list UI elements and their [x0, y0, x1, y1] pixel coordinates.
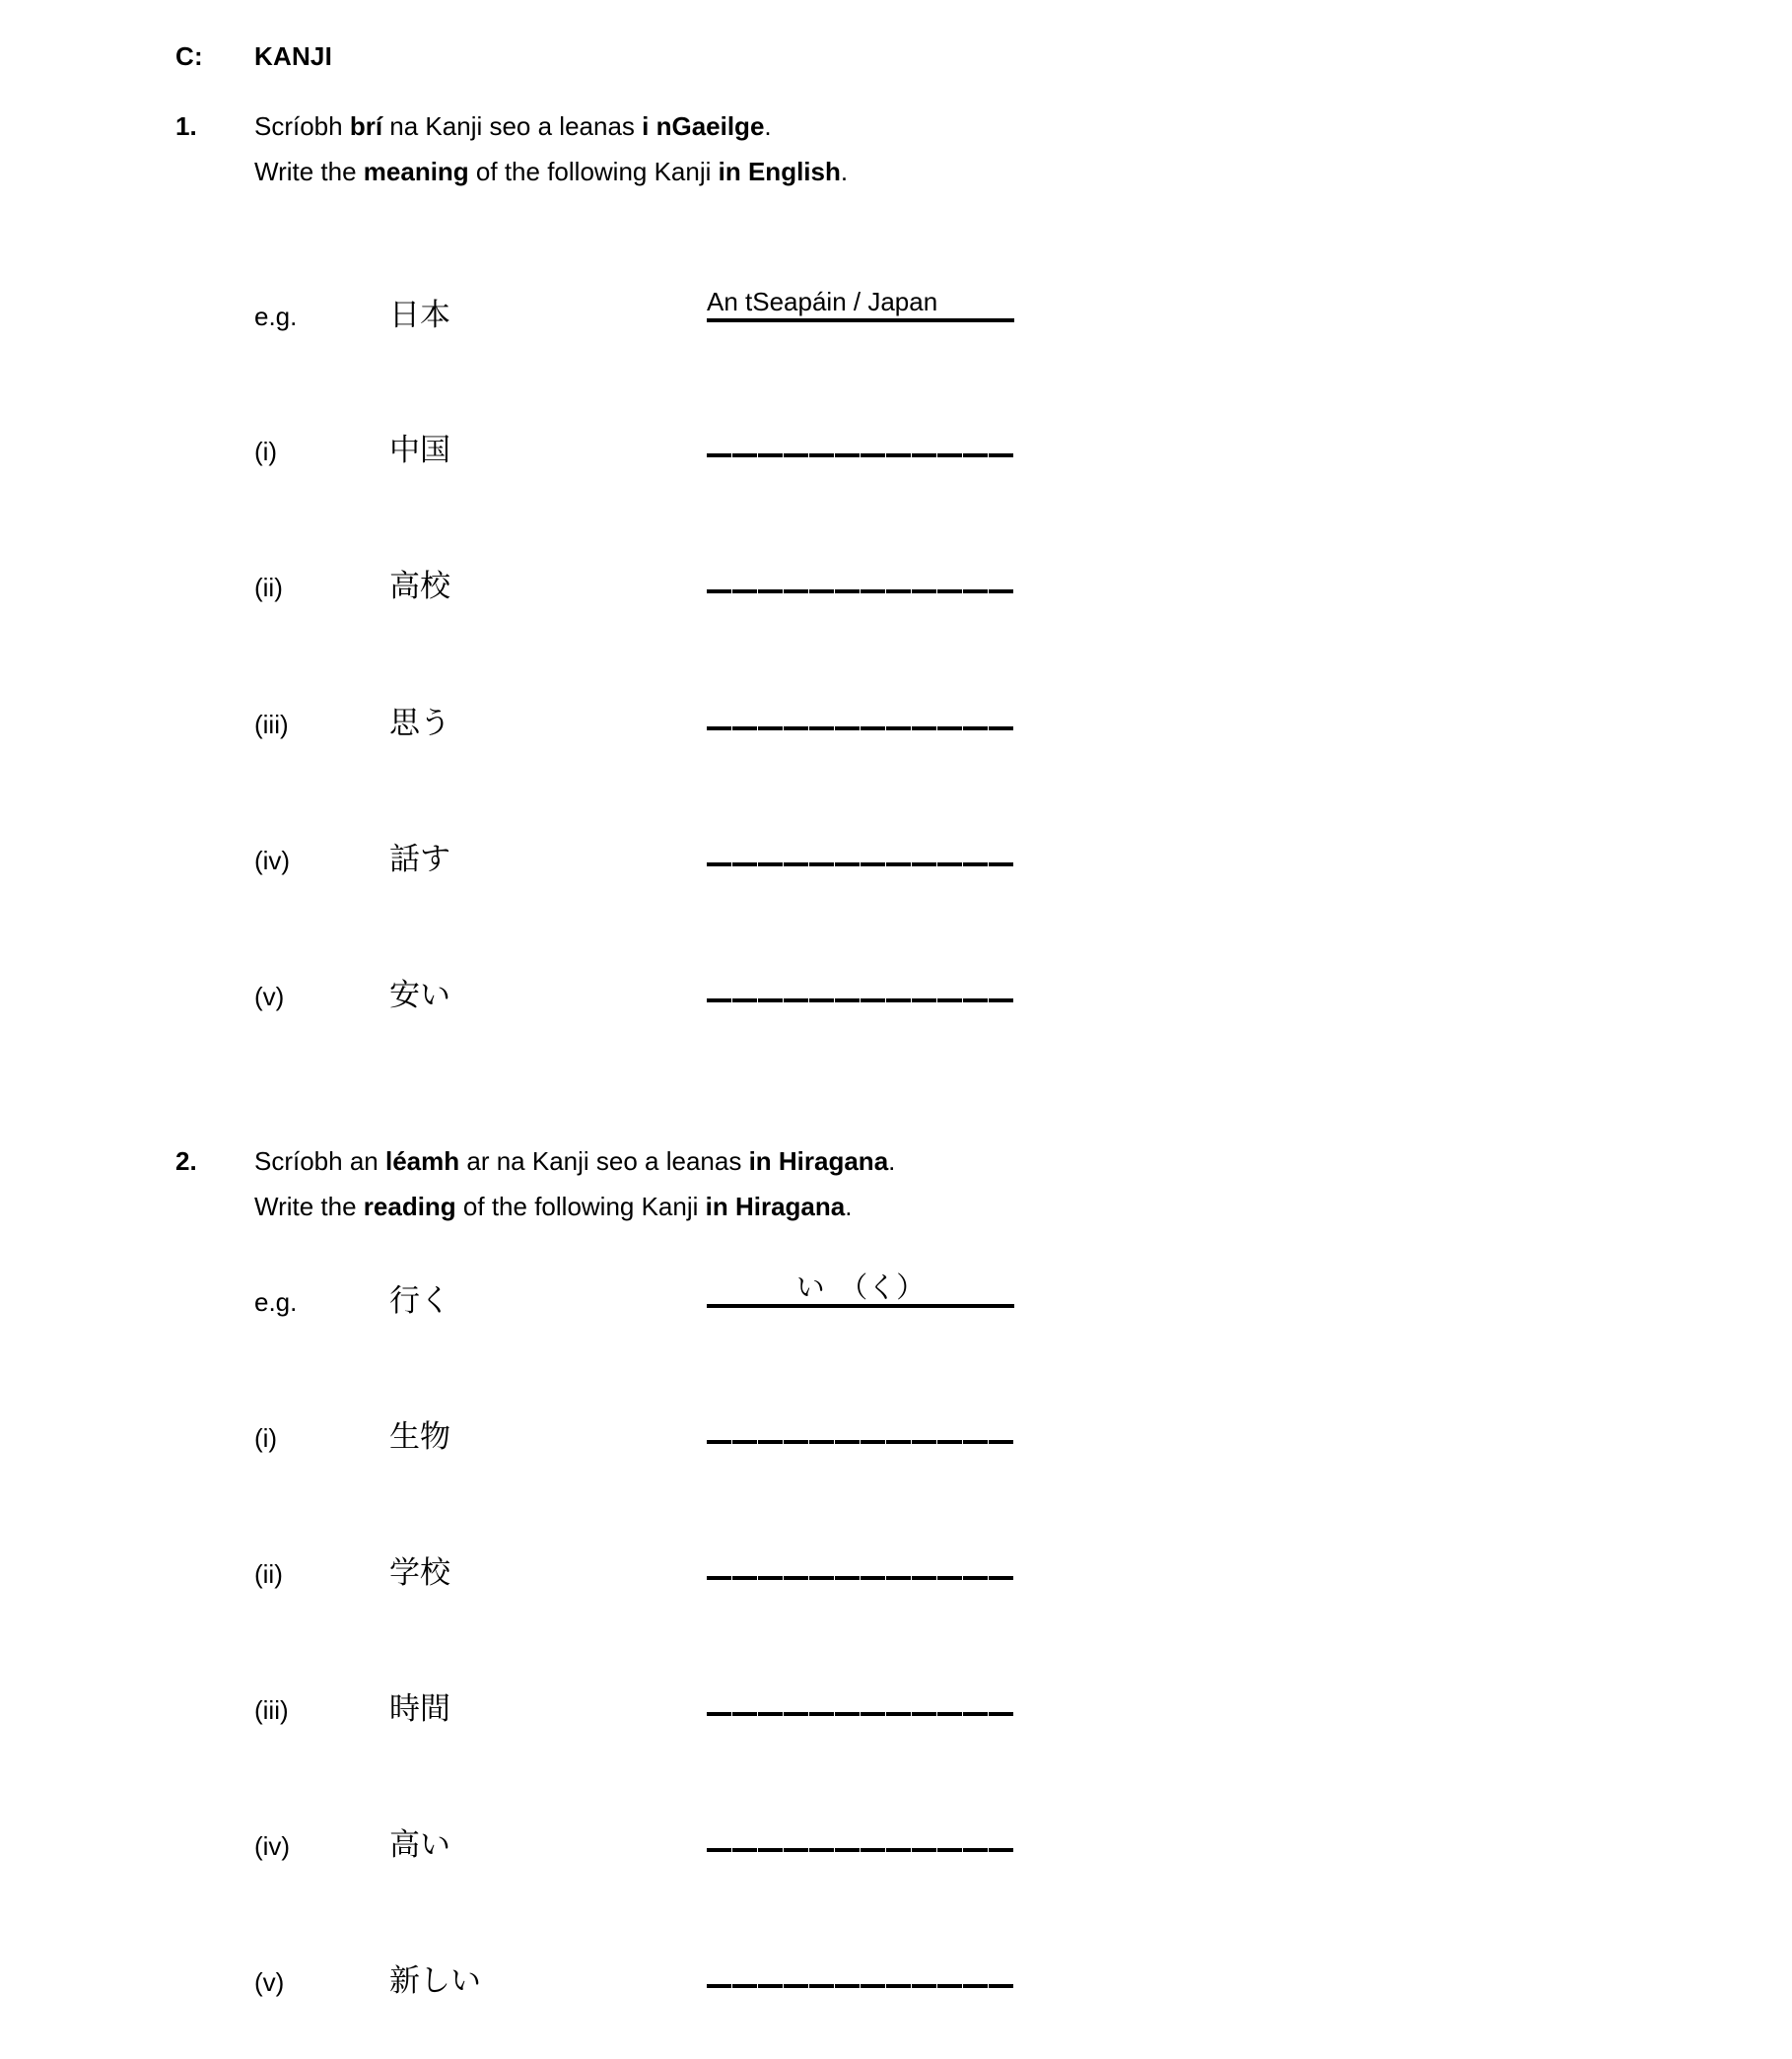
q1-item-iv	[254, 810, 1014, 877]
item-kanji: 新しい	[389, 1963, 481, 1999]
question-2-english-line	[254, 1184, 895, 1229]
q2-en-pre: Write the	[254, 1192, 364, 1221]
q2-item-iv	[254, 1796, 1014, 1863]
q2-item-i	[254, 1388, 1014, 1455]
item-kanji: 高い	[389, 1827, 450, 1863]
item-kanji: 安い	[389, 978, 450, 1013]
q2-ga-bold-1: léamh	[384, 1146, 460, 1176]
answer-slot[interactable]	[707, 401, 1014, 460]
question-2-number: 2.	[175, 1146, 197, 1176]
item-kanji: 行く	[389, 1283, 450, 1319]
section-title: KANJI	[254, 41, 333, 71]
answer-rule	[707, 318, 1014, 322]
q1-item-example	[254, 266, 1014, 333]
item-kanji: 学校	[389, 1555, 450, 1591]
answer-rule	[707, 453, 1014, 457]
item-label: (i)	[254, 1423, 278, 1453]
q2-item-ii	[254, 1524, 1014, 1591]
answer-text: An tSeapáin / Japan	[707, 287, 938, 316]
item-kanji: 生物	[389, 1419, 450, 1455]
item-label: (v)	[254, 982, 285, 1011]
item-label: (i)	[254, 437, 278, 466]
answer-slot[interactable]	[707, 1932, 1014, 1991]
question-1	[175, 103, 848, 194]
answer-slot[interactable]	[707, 810, 1014, 869]
q1-ga-pre: Scríobh	[254, 111, 350, 141]
answer-rule	[707, 1984, 1014, 1988]
item-label: (iii)	[254, 710, 289, 739]
answer-rule	[707, 862, 1014, 866]
q2-item-iii	[254, 1660, 1014, 1727]
answer-slot[interactable]	[707, 1524, 1014, 1583]
question-2	[175, 1138, 895, 1229]
answer-slot[interactable]	[707, 674, 1014, 733]
answer-text: い （く）	[795, 1270, 926, 1304]
answer-rule	[707, 1848, 1014, 1852]
section-heading	[175, 41, 332, 72]
answer-rule	[707, 998, 1014, 1002]
item-kanji: 話す	[389, 842, 450, 877]
q1-ga-bold-1: brí	[349, 111, 383, 141]
item-label: (iv)	[254, 1831, 291, 1861]
q1-item-i	[254, 401, 1014, 468]
q1-item-iii	[254, 674, 1014, 741]
answer-rule	[707, 1712, 1014, 1716]
q2-en-mid: of the following Kanji	[455, 1192, 706, 1221]
q2-ga-bold-2: in Hiragana	[748, 1146, 889, 1176]
answer-slot[interactable]	[707, 537, 1014, 596]
question-1-number: 1.	[175, 111, 197, 141]
answer-slot[interactable]	[707, 1796, 1014, 1855]
question-1-irish-line	[254, 103, 848, 149]
item-label: e.g.	[254, 1287, 298, 1317]
item-label: (v)	[254, 1967, 285, 1997]
answer-rule	[707, 589, 1014, 593]
q1-ga-end: .	[764, 111, 772, 141]
q2-ga-end: .	[888, 1146, 896, 1176]
answer-rule	[707, 726, 1014, 730]
q1-item-v	[254, 946, 1014, 1013]
q1-en-bold-1: meaning	[363, 157, 469, 186]
item-kanji: 日本	[389, 298, 450, 333]
q2-item-example	[254, 1252, 1014, 1319]
answer-slot[interactable]	[707, 266, 1014, 325]
item-label: (iv)	[254, 846, 291, 875]
q1-ga-mid: na Kanji seo a leanas	[382, 111, 643, 141]
q2-en-bold-2: in Hiragana	[705, 1192, 846, 1221]
q2-en-bold-1: reading	[363, 1192, 456, 1221]
answer-slot[interactable]	[707, 946, 1014, 1005]
q1-en-pre: Write the	[254, 157, 364, 186]
item-kanji: 中国	[389, 433, 450, 468]
q1-item-ii	[254, 537, 1014, 604]
question-1-text	[254, 103, 848, 194]
item-label: (ii)	[254, 1559, 283, 1589]
answer-slot[interactable]	[707, 1660, 1014, 1719]
q2-item-v	[254, 1932, 1014, 1999]
question-2-text	[254, 1138, 895, 1229]
q2-ga-mid: ar na Kanji seo a leanas	[459, 1146, 749, 1176]
question-1-english-line	[254, 149, 848, 194]
q1-en-bold-2: in English	[718, 157, 841, 186]
q2-ga-pre: Scríobh an	[254, 1146, 385, 1176]
answer-rule	[707, 1576, 1014, 1580]
item-label: e.g.	[254, 302, 298, 331]
item-label: (ii)	[254, 573, 283, 602]
q1-ga-bold-2: i nGaeilge	[642, 111, 765, 141]
item-kanji: 思う	[389, 706, 450, 741]
question-2-irish-line	[254, 1138, 895, 1184]
item-kanji: 高校	[389, 569, 450, 604]
answer-slot[interactable]	[707, 1388, 1014, 1447]
answer-rule	[707, 1304, 1014, 1308]
answer-slot[interactable]	[707, 1252, 1014, 1311]
item-label: (iii)	[254, 1695, 289, 1725]
q1-en-mid: of the following Kanji	[468, 157, 719, 186]
q1-en-end: .	[840, 157, 849, 186]
answer-rule	[707, 1440, 1014, 1444]
item-kanji: 時間	[389, 1691, 450, 1727]
q2-en-end: .	[845, 1192, 853, 1221]
section-letter: C:	[175, 41, 203, 71]
